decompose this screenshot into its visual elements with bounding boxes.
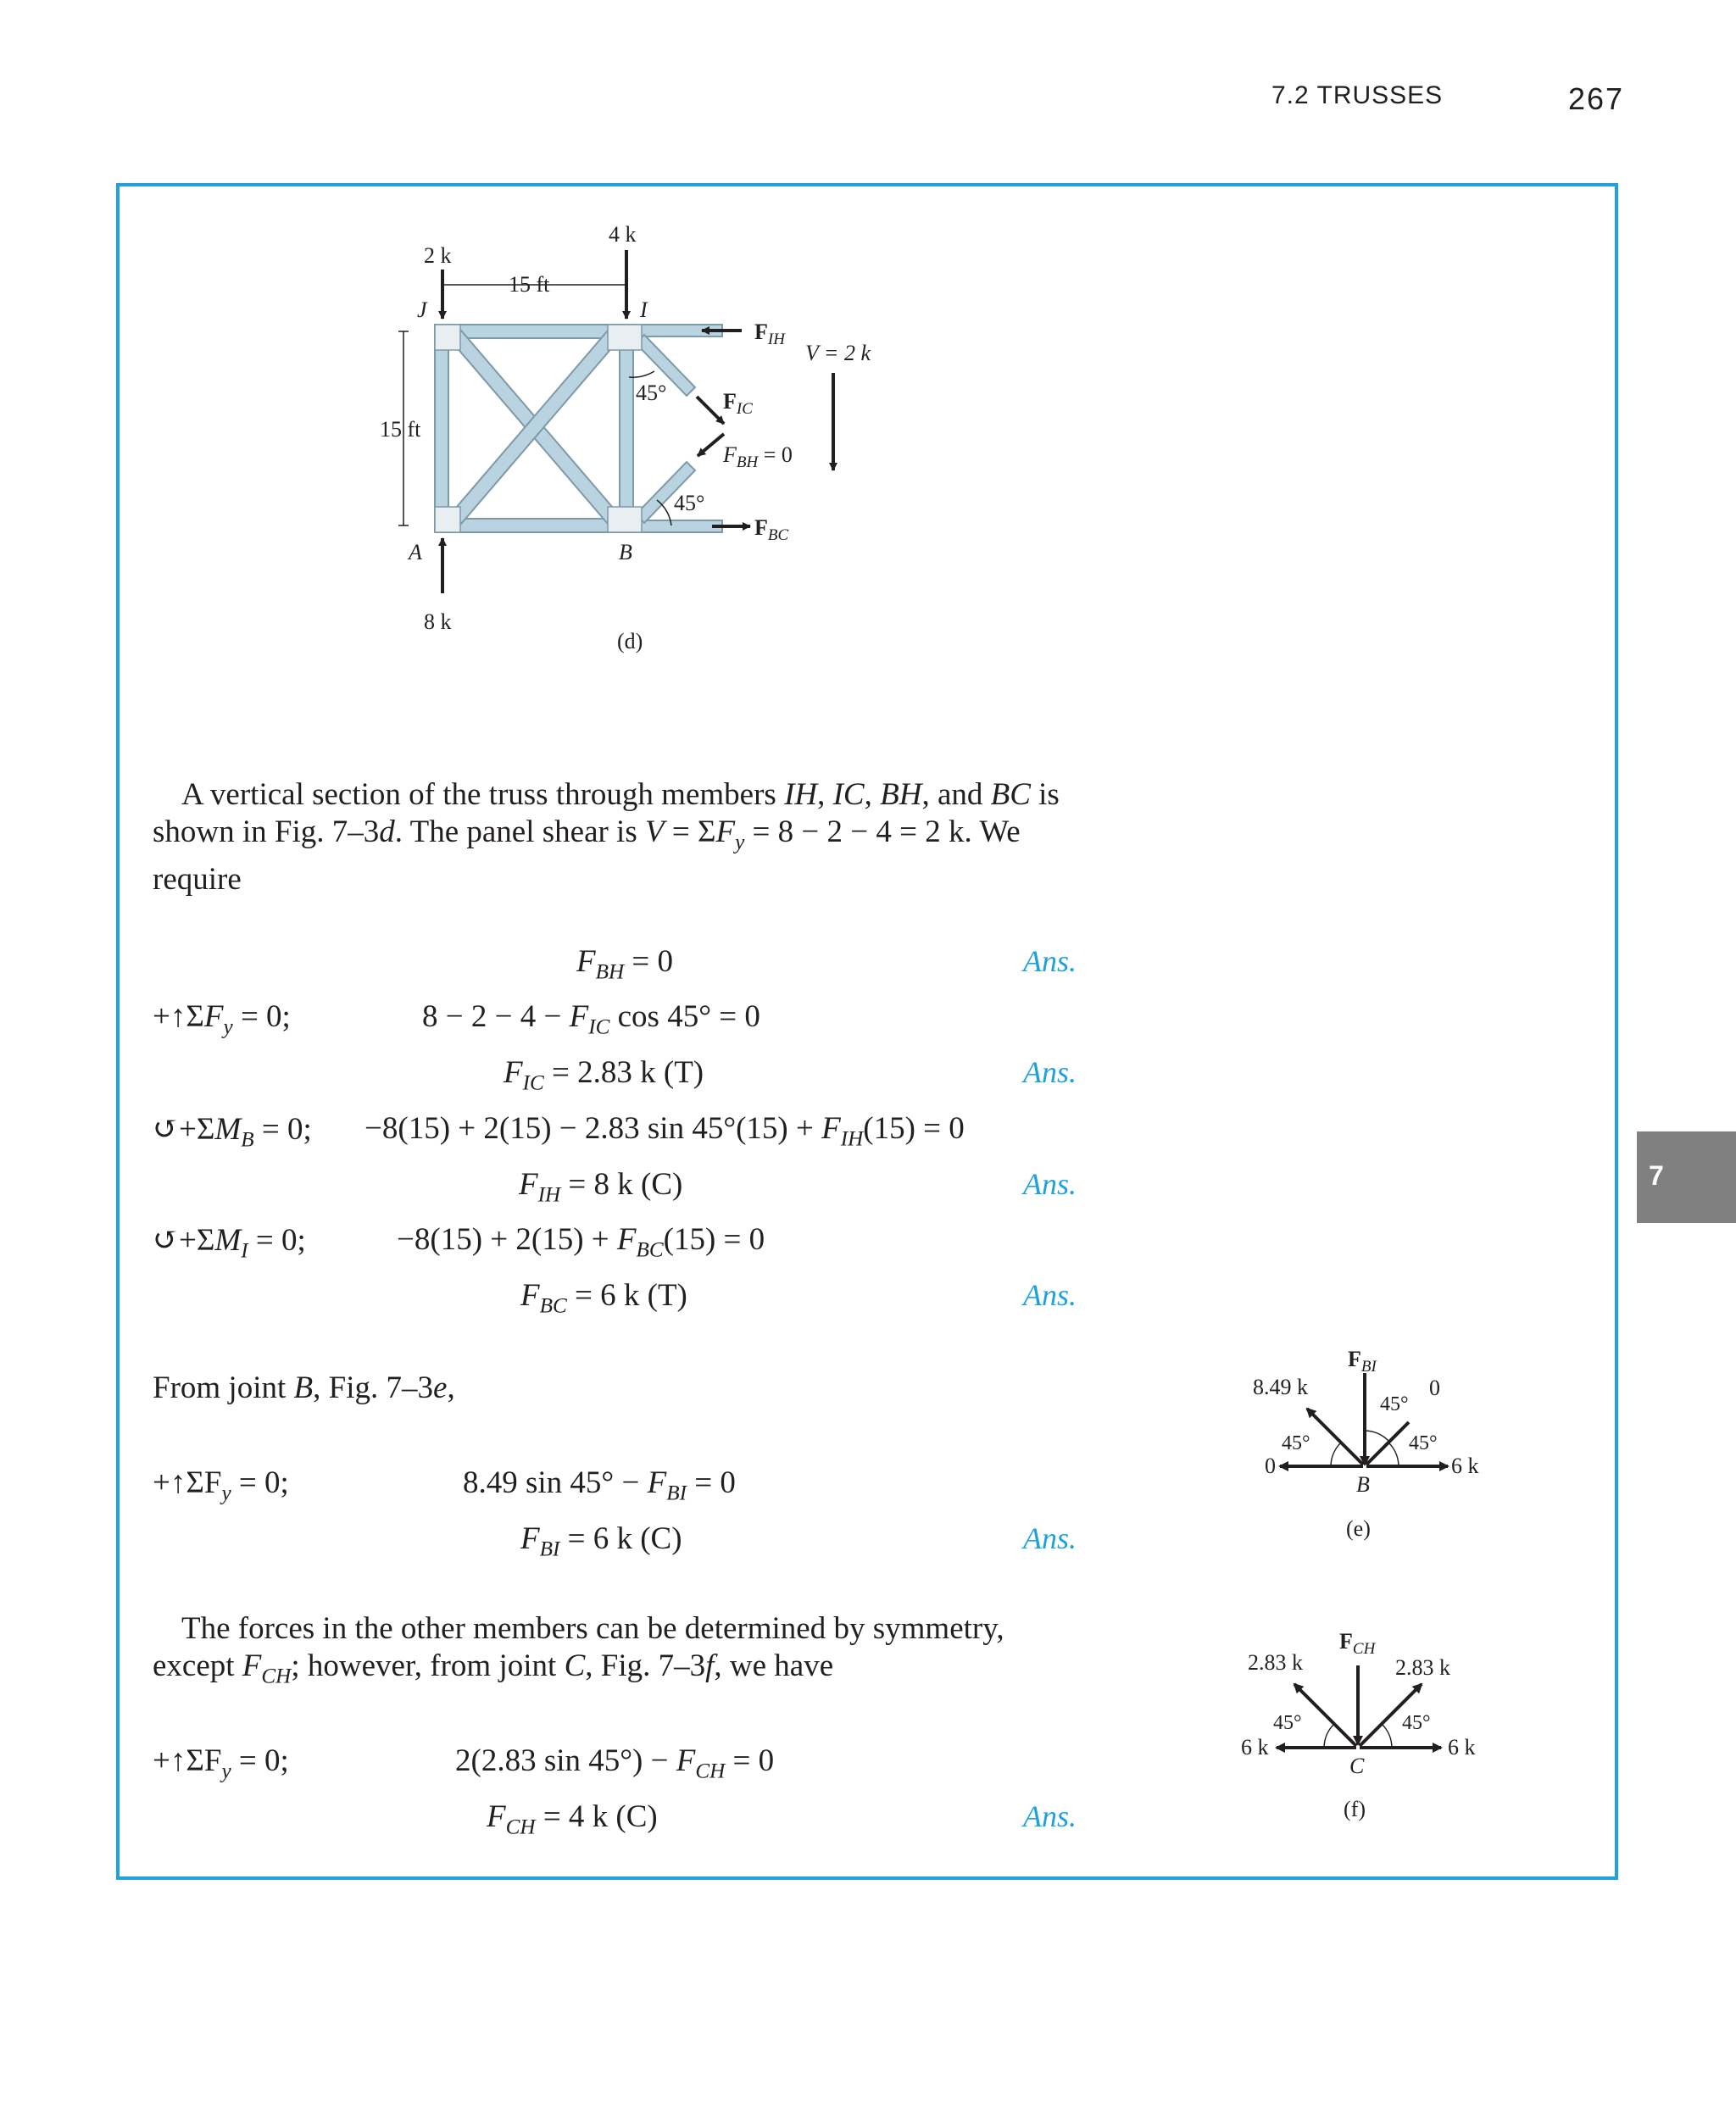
chapter-number: 7 [1649, 1160, 1664, 1191]
caption-f: (f) [1344, 1797, 1366, 1821]
paragraph-symmetry: The forces in the other members can be determined by symmetry, except $F_{CH}$; however, from joint C, Fig. 7–3f, we have [153, 1611, 1004, 1688]
section-header: 7.2 TRUSSES [1271, 81, 1444, 109]
F-IC-arrow [697, 397, 724, 424]
eq-sumFy-3: 2(2.83 $\sin 45^\circ) - F_{CH} = 0$ [455, 1743, 775, 1783]
figure-e-joint-B [1229, 1339, 1500, 1559]
ans-FIH: Ans. [1023, 1167, 1077, 1201]
chapter-tab[interactable] [1637, 1131, 1736, 1223]
ans-FCH: Ans. [1023, 1799, 1077, 1833]
eq-label-MB: $↺+\Sigma M_B = 0$; [153, 1112, 312, 1152]
caption-d: (d) [617, 629, 643, 653]
label-2k: 2 k [424, 243, 452, 268]
svg-text:FIC: $F_{IC}$ [723, 389, 753, 418]
ans-FIC: Ans. [1023, 1055, 1077, 1089]
label-6k-left: 6 k [1241, 1735, 1269, 1760]
V-label: V = 2 k [805, 341, 871, 365]
svg-text:FIH: $F_{IH}$ [754, 320, 785, 348]
eq-label-sumFy-3: $+↑\Sigma F_y = 0$; [153, 1743, 289, 1783]
label-849k: 8.49 k [1253, 1375, 1308, 1399]
eq-FBI: $F_{BI} = 6$ k (C) [520, 1521, 682, 1561]
eq-label-MI: $↺+\Sigma M_I = 0$; [153, 1223, 306, 1263]
F-BH-arrow [698, 434, 724, 456]
label-283-right: 2.83 k [1395, 1655, 1450, 1680]
eq-FCH: $F_{CH} = 4$ k (C) [487, 1799, 658, 1839]
svg-text:FBH = 0: $F_{BH} = 0$ [723, 442, 793, 471]
angle-e1: 45° [1380, 1393, 1409, 1415]
joint-B-e: B [1356, 1472, 1370, 1497]
angle-f1: 45° [1273, 1712, 1302, 1734]
label-dim-h: 15 ft [509, 272, 550, 297]
joint-C-f: C [1349, 1754, 1365, 1778]
eq-FBC: $F_{BC} = 6$ k (T) [520, 1278, 687, 1318]
label-6k-right: 6 k [1448, 1735, 1476, 1760]
eq-FIC: $F_{IC} = 2.83$ k (T) [504, 1055, 704, 1095]
joint-B: B [619, 540, 632, 564]
label-8k: 8 k [424, 609, 452, 634]
joint-A: A [409, 540, 422, 564]
label-4k: 4 k [609, 222, 637, 247]
figure-d-truss-section [356, 212, 949, 670]
figure-f-joint-C [1229, 1619, 1500, 1831]
eq-MB: −8(15) + 2(15) − 2.83 $\sin 45^\circ(15) + F_{IH}(15) = 0$ [364, 1111, 965, 1151]
page-number: 267 [1568, 81, 1625, 116]
joint-J: J [417, 297, 427, 322]
caption-e: (e) [1346, 1516, 1371, 1541]
angle-e3: 45° [1409, 1432, 1438, 1454]
paragraph-joint-B: From joint B, Fig. 7–3e, [153, 1370, 455, 1405]
ans-FBH: Ans. [1023, 944, 1077, 978]
angle-f2: 45° [1402, 1712, 1431, 1734]
paragraph-section: A vertical section of the truss through members IH, IC, BH, and BC is shown in Fig. 7–3d. The panel shear is $V = \Sigma F_y = 8 - 2 - 4 = 2$ k. We require [153, 777, 1060, 898]
ans-FBC: Ans. [1023, 1278, 1077, 1312]
eq-FBH: $F_{BH} = 0$ [576, 944, 674, 984]
eq-label-sumFy-1: $+↑\Sigma F_y = 0$; [153, 999, 291, 1039]
angle-e2: 45° [1282, 1432, 1310, 1454]
label-6k: 6 k [1451, 1454, 1479, 1478]
label-zero-top: 0 [1429, 1376, 1440, 1400]
angle-top: 45° [636, 381, 667, 405]
label-283-left: 2.83 k [1248, 1650, 1303, 1675]
svg-text:FCH: $F_{CH}$ [1339, 1629, 1376, 1658]
eq-sumFy-1: $8 - 2 - 4 - F_{IC}$ cos 45° = 0 [422, 999, 760, 1039]
eq-FIH: $F_{IH} = 8$ k (C) [519, 1167, 683, 1207]
eq-MI: $-8(15) + 2(15) + F_{BC}(15) = 0$ [397, 1222, 765, 1262]
angle-bot: 45° [674, 491, 705, 515]
force-849-arrow [1307, 1409, 1363, 1465]
ans-FBI: Ans. [1023, 1521, 1077, 1555]
svg-text:FBI: $F_{BI}$ [1348, 1347, 1377, 1376]
svg-text:FBC: $F_{BC}$ [754, 515, 789, 544]
label-zero-left: 0 [1265, 1454, 1276, 1478]
force-zero-right [1366, 1422, 1409, 1465]
eq-label-sumFy-2: $+↑\Sigma F_y = 0$; [153, 1465, 289, 1505]
eq-sumFy-2: 8.49 $\sin 45^\circ - F_{BI} = 0$ [463, 1465, 736, 1505]
label-dim-v: 15 ft [380, 417, 421, 442]
joint-I: I [640, 297, 648, 322]
